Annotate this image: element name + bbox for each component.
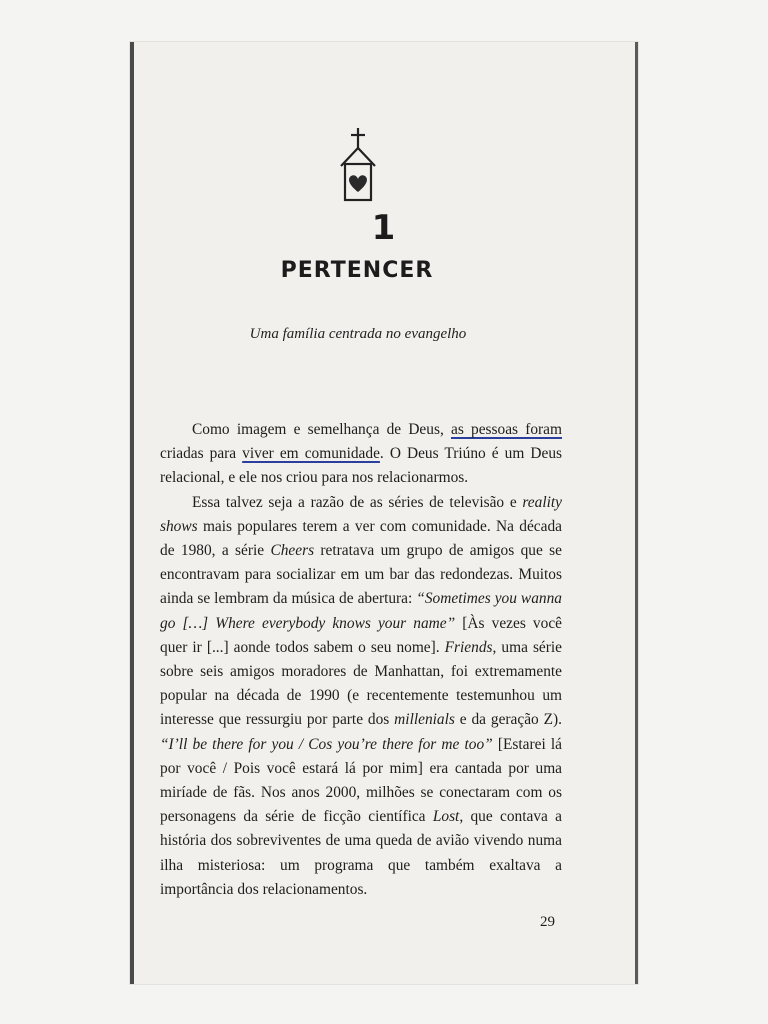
body-text bbox=[160, 418, 562, 902]
highlight-underline: as pessoas foram bbox=[451, 421, 562, 438]
page-number: 29 bbox=[540, 914, 555, 930]
chapter-number: 1 bbox=[371, 208, 397, 248]
page-spine bbox=[130, 42, 134, 984]
paragraph: Como imagem e semelhança de Deus, as pessoas foram criadas para viver em comunidade. O Deus Triúno é um Deus relacional, e ele nos criou para nos relacionarmos. bbox=[160, 421, 562, 487]
paragraph: Essa talvez seja a razão de as séries de televisão e reality shows mais populares terem a ver com comunidade. Na década de 1980, a série Cheers retratava um grupo de amigos que se encontravam para socializar em um bar das redondezas. Muitos ainda se lembram da música de abertura: “Sometimes you wanna go […] Where everybody knows your name” [Às vezes você quer ir [...] aonde todos sabem o seu nome]. Friends, uma série sobre seis amigos moradores de Manhattan, foi extremamente popular na década de 1990 (e recentemente testemunhou um interesse que ressurgiu por parte dos millenials e da geração Z). “I’ll be there for you / Cos you’re there for me too” [Estarei lá por você / Pois você estará lá por mim] era cantada por uma miríade de fãs. Nos anos 2000, milhões se conectaram com os personagens da série de ficção científica Lost, que contava a história dos sobreviventes de uma queda de avião vivendo numa ilha misteriosa: um programa que também exaltava a importância dos relacionamentos. bbox=[160, 493, 562, 898]
church-heart-icon bbox=[337, 126, 379, 204]
chapter-title: PERTENCER bbox=[280, 258, 434, 283]
highlight-underline: viver em comunidade bbox=[242, 445, 380, 463]
chapter-subtitle: Uma família centrada no evangelho bbox=[249, 326, 467, 342]
